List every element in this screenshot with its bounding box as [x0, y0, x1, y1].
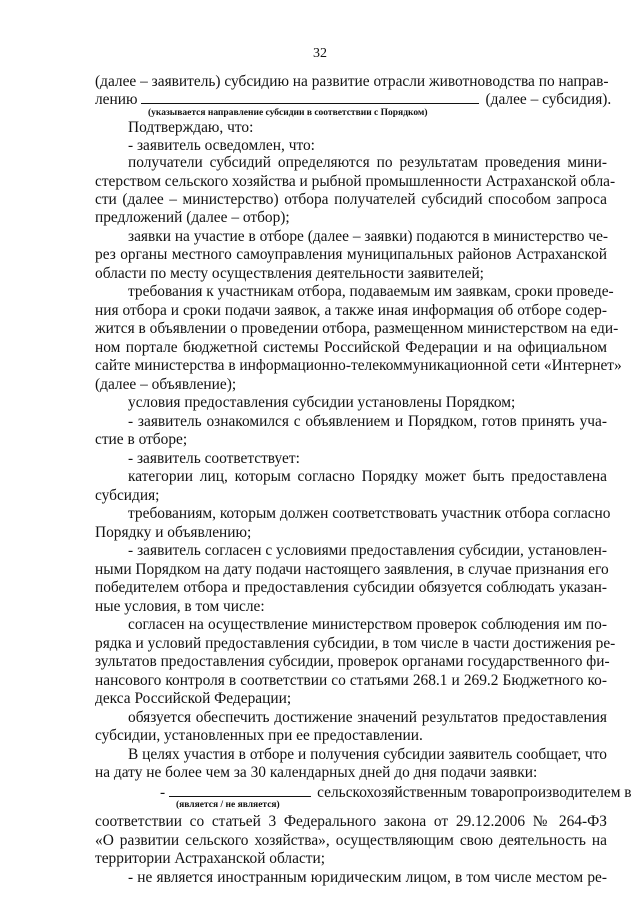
text-fragment: -	[160, 784, 166, 801]
text-line: «О развитии сельского хозяйства», осуществляющим свою деятельность на	[95, 832, 607, 849]
text-line: требования к участникам отбора, подаваемым им заявкам, сроки проведе-	[128, 283, 614, 300]
text-line: соответствии со статьей 3 Федерального закона от 29.12.2006 № 264-ФЗ	[95, 813, 607, 830]
text-line: категории лиц, которым согласно Порядку может быть предоставлена	[128, 468, 607, 485]
text-line: субсидия;	[95, 487, 160, 504]
text-line: сти (далее – министерство) отбора получателей субсидий способом запроса	[95, 191, 607, 208]
page-number: 32	[313, 46, 327, 61]
text-line: рез органы местного самоуправления муниципальных районов Астраханской	[95, 246, 607, 263]
text-fragment: (далее – субсидия).	[485, 91, 612, 108]
text-line: субсидии, установленных при ее предоставлении.	[95, 727, 423, 744]
text-line: - заявитель осведомлен, что:	[128, 137, 315, 154]
text-line: получатели субсидий определяются по результатам проведения мини-	[128, 154, 607, 171]
status-blank-line	[169, 782, 311, 797]
text-line: требованиям, которым должен соответствовать участник отбора согласно	[128, 505, 611, 522]
text-line: рядка и условий предоставления субсидии, в том числе в части достижения ре-	[95, 635, 616, 652]
text-line: - не является иностранным юридическим лицом, в том числе местом ре-	[128, 869, 607, 886]
text-line: территории Астраханской области;	[95, 850, 326, 867]
text-line: ные условия, в том числе:	[95, 598, 265, 615]
field-hint: (указывается направление субсидии в соответствии с Порядком)	[148, 108, 428, 118]
text-line: - заявитель ознакомился с объявлением и Порядком, готов принять уча-	[128, 413, 607, 430]
text-line: В целях участия в отборе и получения субсидии заявитель сообщает, что	[128, 746, 607, 763]
text-line: согласен на осуществление министерством проверок соблюдения им по-	[128, 616, 607, 633]
text-line: зультатов предоставления субсидии, проверок органами государственного фи-	[95, 653, 610, 670]
text-line: Порядку и объявлению;	[95, 524, 252, 541]
direction-blank-line	[141, 89, 479, 104]
text-line: декса Российской Федерации;	[95, 690, 292, 707]
text-line: (далее – заявитель) субсидию на развитие отрасли животноводства по направ-	[95, 73, 609, 90]
text-line: стерством сельского хозяйства и рыбной промышленности Астраханской обла-	[95, 173, 616, 190]
text-line: Подтверждаю, что:	[128, 119, 254, 136]
text-fragment: сельскохозяйственным товаропроизводителем в	[317, 784, 632, 801]
text-line: - заявитель соответствует:	[128, 450, 300, 467]
text-line: заявки на участие в отборе (далее – заявки) подаются в министерство че-	[128, 228, 609, 245]
text-line: стие в отборе;	[95, 431, 188, 448]
text-line	[95, 89, 612, 110]
text-line: на дату не более чем за 30 календарных дней до дня подачи заявки:	[95, 764, 538, 781]
text-line: (далее – объявление);	[95, 376, 237, 393]
text-line: нансового контроля в соответствии со статьями 268.1 и 269.2 Бюджетного ко-	[95, 672, 607, 689]
field-hint: (является / не является)	[176, 800, 280, 810]
text-line: жится в объявлении о проведении отбора, размещенном министерством на еди-	[95, 320, 619, 337]
text-line: победителем отбора и предоставления субсидии обязуется соблюдать указан-	[95, 579, 607, 596]
text-line: ными Порядком на дату подачи настоящего заявления, в случае признания его	[95, 561, 609, 578]
text-line: - заявитель согласен с условиями предоставления субсидии, установлен-	[128, 542, 607, 559]
text-line: условия предоставления субсидии установлены Порядком;	[128, 394, 516, 411]
text-line: предложений (далее – отбор);	[95, 209, 290, 226]
text-line: сайте министерства в информационно-телекоммуникационной сети «Интернет»	[95, 357, 622, 374]
text-line: ния отбора и сроки подачи заявок, а также иная информация об отборе содер-	[95, 302, 607, 319]
text-line: ном портале бюджетной системы Российской Федерации и на официальном	[95, 339, 607, 356]
text-line: области по месту осуществления деятельности заявителей;	[95, 265, 484, 282]
text-line: обязуется обеспечить достижение значений результатов предоставления	[128, 709, 607, 726]
text-fragment: лению	[95, 91, 138, 108]
